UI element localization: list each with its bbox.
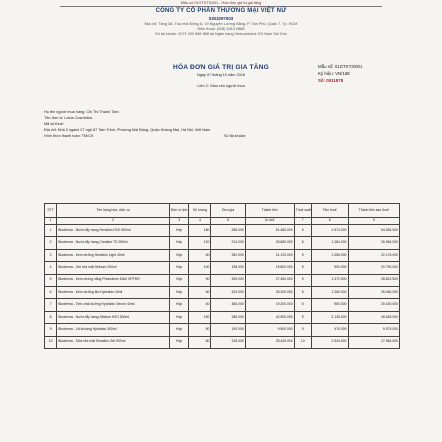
- row-unit-price: 286.000: [211, 225, 245, 237]
- table-row: [45, 286, 400, 298]
- row-unit-price: 318.000: [211, 336, 245, 348]
- row-unit-price: 286.000: [211, 311, 245, 323]
- buyer-account: Số tài khoản:: [224, 134, 247, 138]
- row-item-name: Bioderma - Kem chống nắng Photoderm MAX SPF50+: [57, 274, 170, 286]
- row-unit: Hộp: [169, 311, 189, 323]
- row-unit: Hộp: [169, 237, 189, 249]
- row-tax-rate: 5: [294, 249, 311, 261]
- row-tax-amount: 2.574.000: [311, 225, 348, 237]
- row-unit-price: 305.000: [211, 274, 245, 286]
- row-unit: Hộp: [169, 299, 189, 311]
- row-amount: 19.800.000: [245, 262, 294, 274]
- row-tax-rate: 5: [294, 225, 311, 237]
- row-tax-amount: 1.260.000: [311, 286, 348, 298]
- row-quantity: 50: [189, 324, 211, 336]
- row-tax-rate: 5: [294, 299, 311, 311]
- row-stt: 3: [45, 249, 57, 261]
- row-unit: Hộp: [169, 225, 189, 237]
- header-stt: STT: [45, 204, 57, 218]
- header-item-name: Tên hàng hóa, dịch vụ: [57, 204, 170, 218]
- index-cell: 5: [211, 218, 245, 225]
- row-amount: 42.900.000: [245, 311, 294, 323]
- row-unit-price: 480.000: [211, 299, 245, 311]
- index-cell: 2: [57, 218, 170, 225]
- row-item-name: Bioderma - Nước tẩy trang Sébium H2O 500ml: [57, 311, 170, 323]
- row-unit: Hộp: [169, 249, 189, 261]
- row-amount: 25.680.000: [245, 237, 294, 249]
- row-tax-rate: 5: [294, 274, 311, 286]
- row-quantity: 180: [189, 225, 211, 237]
- table-row: [45, 324, 400, 336]
- row-unit-price: 352.000: [211, 249, 245, 261]
- row-unit: Hộp: [169, 324, 189, 336]
- row-unit-price: 420.000: [211, 286, 245, 298]
- header-tax-amount: Tiền thuế: [311, 204, 348, 218]
- buyer-payment: Hình thức thanh toán: TM/CK: [44, 134, 94, 138]
- invoice-form: Mẫu số: 01GTKT3/001: [318, 64, 363, 69]
- company-address: Địa chỉ: Tầng 3A, Tòa nhà Đông Á, 19 Nguyễn Lương Bằng, P. Tân Phú, Quận 7, Tp. HCM: [144, 22, 298, 26]
- top-divider: [60, 6, 382, 7]
- row-quantity: 80: [189, 336, 211, 348]
- invoice-title: HÓA ĐƠN GIÁ TRỊ GIA TĂNG: [172, 64, 270, 71]
- row-tax-amount: 2.145.000: [311, 311, 348, 323]
- buyer-address: Địa chỉ: Nhà 2 ngách 27 ngõ 87 Tam Trinh, Phường Mai Động, Quận Hoàng Mai, Hà Nội, Việt Nam: [44, 128, 211, 132]
- row-tax-amount: 475.000: [311, 324, 348, 336]
- row-item-name: Bioderma - Nước tẩy trang Créaline TS 250ml: [57, 237, 170, 249]
- row-tax-rate: 5: [294, 262, 311, 274]
- company-phone: Điện thoại: (028) 5413 0888: [197, 27, 245, 31]
- header-unit-price: Đơn giá: [211, 204, 245, 218]
- row-total: 26.964.000: [348, 237, 399, 249]
- invoice-copy: Liên 2: Giao cho người mua: [197, 84, 245, 88]
- buyer-name: Họ tên người mua hàng: Chị Thị Thanh Tâm: [44, 110, 119, 114]
- row-tax-amount: 1.284.000: [311, 237, 348, 249]
- row-tax-rate: 5: [294, 237, 311, 249]
- row-total: 54.054.000: [348, 225, 399, 237]
- row-tax-amount: 1.372.500: [311, 274, 348, 286]
- table-row: [45, 299, 400, 311]
- row-unit: Hộp: [169, 262, 189, 274]
- row-stt: 9: [45, 324, 57, 336]
- header-unit: Đơn vị tính: [169, 204, 189, 218]
- header-tax-rate: Thuế suất: [294, 204, 311, 218]
- company-name: CÔNG TY CỔ PHẦN THƯƠNG MẠI VIỆT NỮ: [155, 8, 287, 14]
- row-amount: 9.500.000: [245, 324, 294, 336]
- row-amount: 25.200.000: [245, 286, 294, 298]
- row-tax-rate: 10: [294, 336, 311, 348]
- row-unit-price: 198.000: [211, 262, 245, 274]
- row-item-name: Bioderma - Xịt khoáng Hydrabio 300ml: [57, 324, 170, 336]
- row-item-name: Bioderma - Tinh chất dưỡng Hydrabio Sérum 40ml: [57, 299, 170, 311]
- company-account: Số tài khoản: 0071 000 688 888 tại Ngân hàng Vietcombank CN Nam Sài Gòn: [155, 32, 287, 36]
- invoice-number: Số: 0011878: [318, 78, 344, 83]
- index-cell: 4: [189, 218, 211, 225]
- row-total: 28.822.500: [348, 274, 399, 286]
- row-unit: Hộp: [169, 286, 189, 298]
- row-item-name: Bioderma - Kem dưỡng Sensibio Light 40ml: [57, 249, 170, 261]
- index-cell: 9: [348, 218, 399, 225]
- row-stt: 7: [45, 299, 57, 311]
- row-quantity: 60: [189, 286, 211, 298]
- row-amount: 19.200.000: [245, 299, 294, 311]
- table-row: [45, 274, 400, 286]
- row-tax-amount: 960.000: [311, 299, 348, 311]
- row-unit: Hộp: [169, 336, 189, 348]
- row-stt: 5: [45, 274, 57, 286]
- row-unit-price: 214.000: [211, 237, 245, 249]
- row-tax-rate: 5: [294, 286, 311, 298]
- table-row: [45, 249, 400, 261]
- header-amount: Thành tiền: [245, 204, 294, 218]
- row-total: 27.984.000: [348, 336, 399, 348]
- row-item-name: Bioderma - Sữa rửa mặt Sensibio Gel 500ml: [57, 336, 170, 348]
- row-stt: 1: [45, 225, 57, 237]
- row-quantity: 100: [189, 262, 211, 274]
- row-total: 22.176.000: [348, 249, 399, 261]
- row-amount: 51.480.000: [245, 225, 294, 237]
- row-total: 20.790.000: [348, 262, 399, 274]
- row-amount: 27.450.000: [245, 274, 294, 286]
- buyer-tax: Mã số thuế:: [44, 122, 64, 126]
- row-amount: 25.440.000: [245, 336, 294, 348]
- row-total: 9.975.000: [348, 324, 399, 336]
- row-item-name: Bioderma - Kem dưỡng ẩm Hydrabio 40ml: [57, 286, 170, 298]
- table-row: [45, 311, 400, 323]
- row-quantity: 90: [189, 274, 211, 286]
- table-index-row: [45, 218, 400, 225]
- table-row: [45, 237, 400, 249]
- index-cell: 3: [169, 218, 189, 225]
- company-tax-code: 0303297603: [208, 16, 234, 21]
- row-tax-rate: 5: [294, 311, 311, 323]
- row-tax-rate: 5: [294, 324, 311, 336]
- row-stt: 4: [45, 262, 57, 274]
- header-total: Thành tiền sau thuế: [348, 204, 399, 218]
- row-total: 26.460.000: [348, 286, 399, 298]
- row-tax-amount: 990.000: [311, 262, 348, 274]
- row-quantity: 40: [189, 299, 211, 311]
- row-amount: 21.120.000: [245, 249, 294, 261]
- index-cell: 1: [45, 218, 57, 225]
- row-unit-price: 190.000: [211, 324, 245, 336]
- index-cell: 6=4x5: [245, 218, 294, 225]
- row-stt: 10: [45, 336, 57, 348]
- table-row: [45, 336, 400, 348]
- row-quantity: 150: [189, 311, 211, 323]
- row-tax-amount: 2.544.000: [311, 336, 348, 348]
- top-form-line: Mẫu số 01GTKT3/001 - Hóa đơn giá trị gia tăng: [180, 1, 262, 5]
- table-row: [45, 262, 400, 274]
- invoice-serial: Ký hiệu: VN/16E: [318, 71, 351, 76]
- invoice-date: Ngày 07 tháng 10 năm 2016: [197, 73, 245, 77]
- invoice-items-table: [44, 203, 400, 349]
- row-unit: Hộp: [169, 274, 189, 286]
- row-quantity: 60: [189, 249, 211, 261]
- row-item-name: Bioderma - Nước tẩy trang Sensibio H2O 500ml: [57, 225, 170, 237]
- row-tax-amount: 1.056.000: [311, 249, 348, 261]
- row-item-name: Bioderma - Gel rửa mặt Sébium 200ml: [57, 262, 170, 274]
- table-header-row: [45, 204, 400, 218]
- row-stt: 2: [45, 237, 57, 249]
- header-quantity: Số lượng: [189, 204, 211, 218]
- row-quantity: 120: [189, 237, 211, 249]
- row-stt: 8: [45, 311, 57, 323]
- row-stt: 6: [45, 286, 57, 298]
- index-cell: 8: [311, 218, 348, 225]
- index-cell: 7: [294, 218, 311, 225]
- row-total: 20.160.000: [348, 299, 399, 311]
- table-row: [45, 225, 400, 237]
- row-total: 45.045.000: [348, 311, 399, 323]
- buyer-unit: Tên đơn vị: Lotus Cosmetics: [44, 116, 93, 120]
